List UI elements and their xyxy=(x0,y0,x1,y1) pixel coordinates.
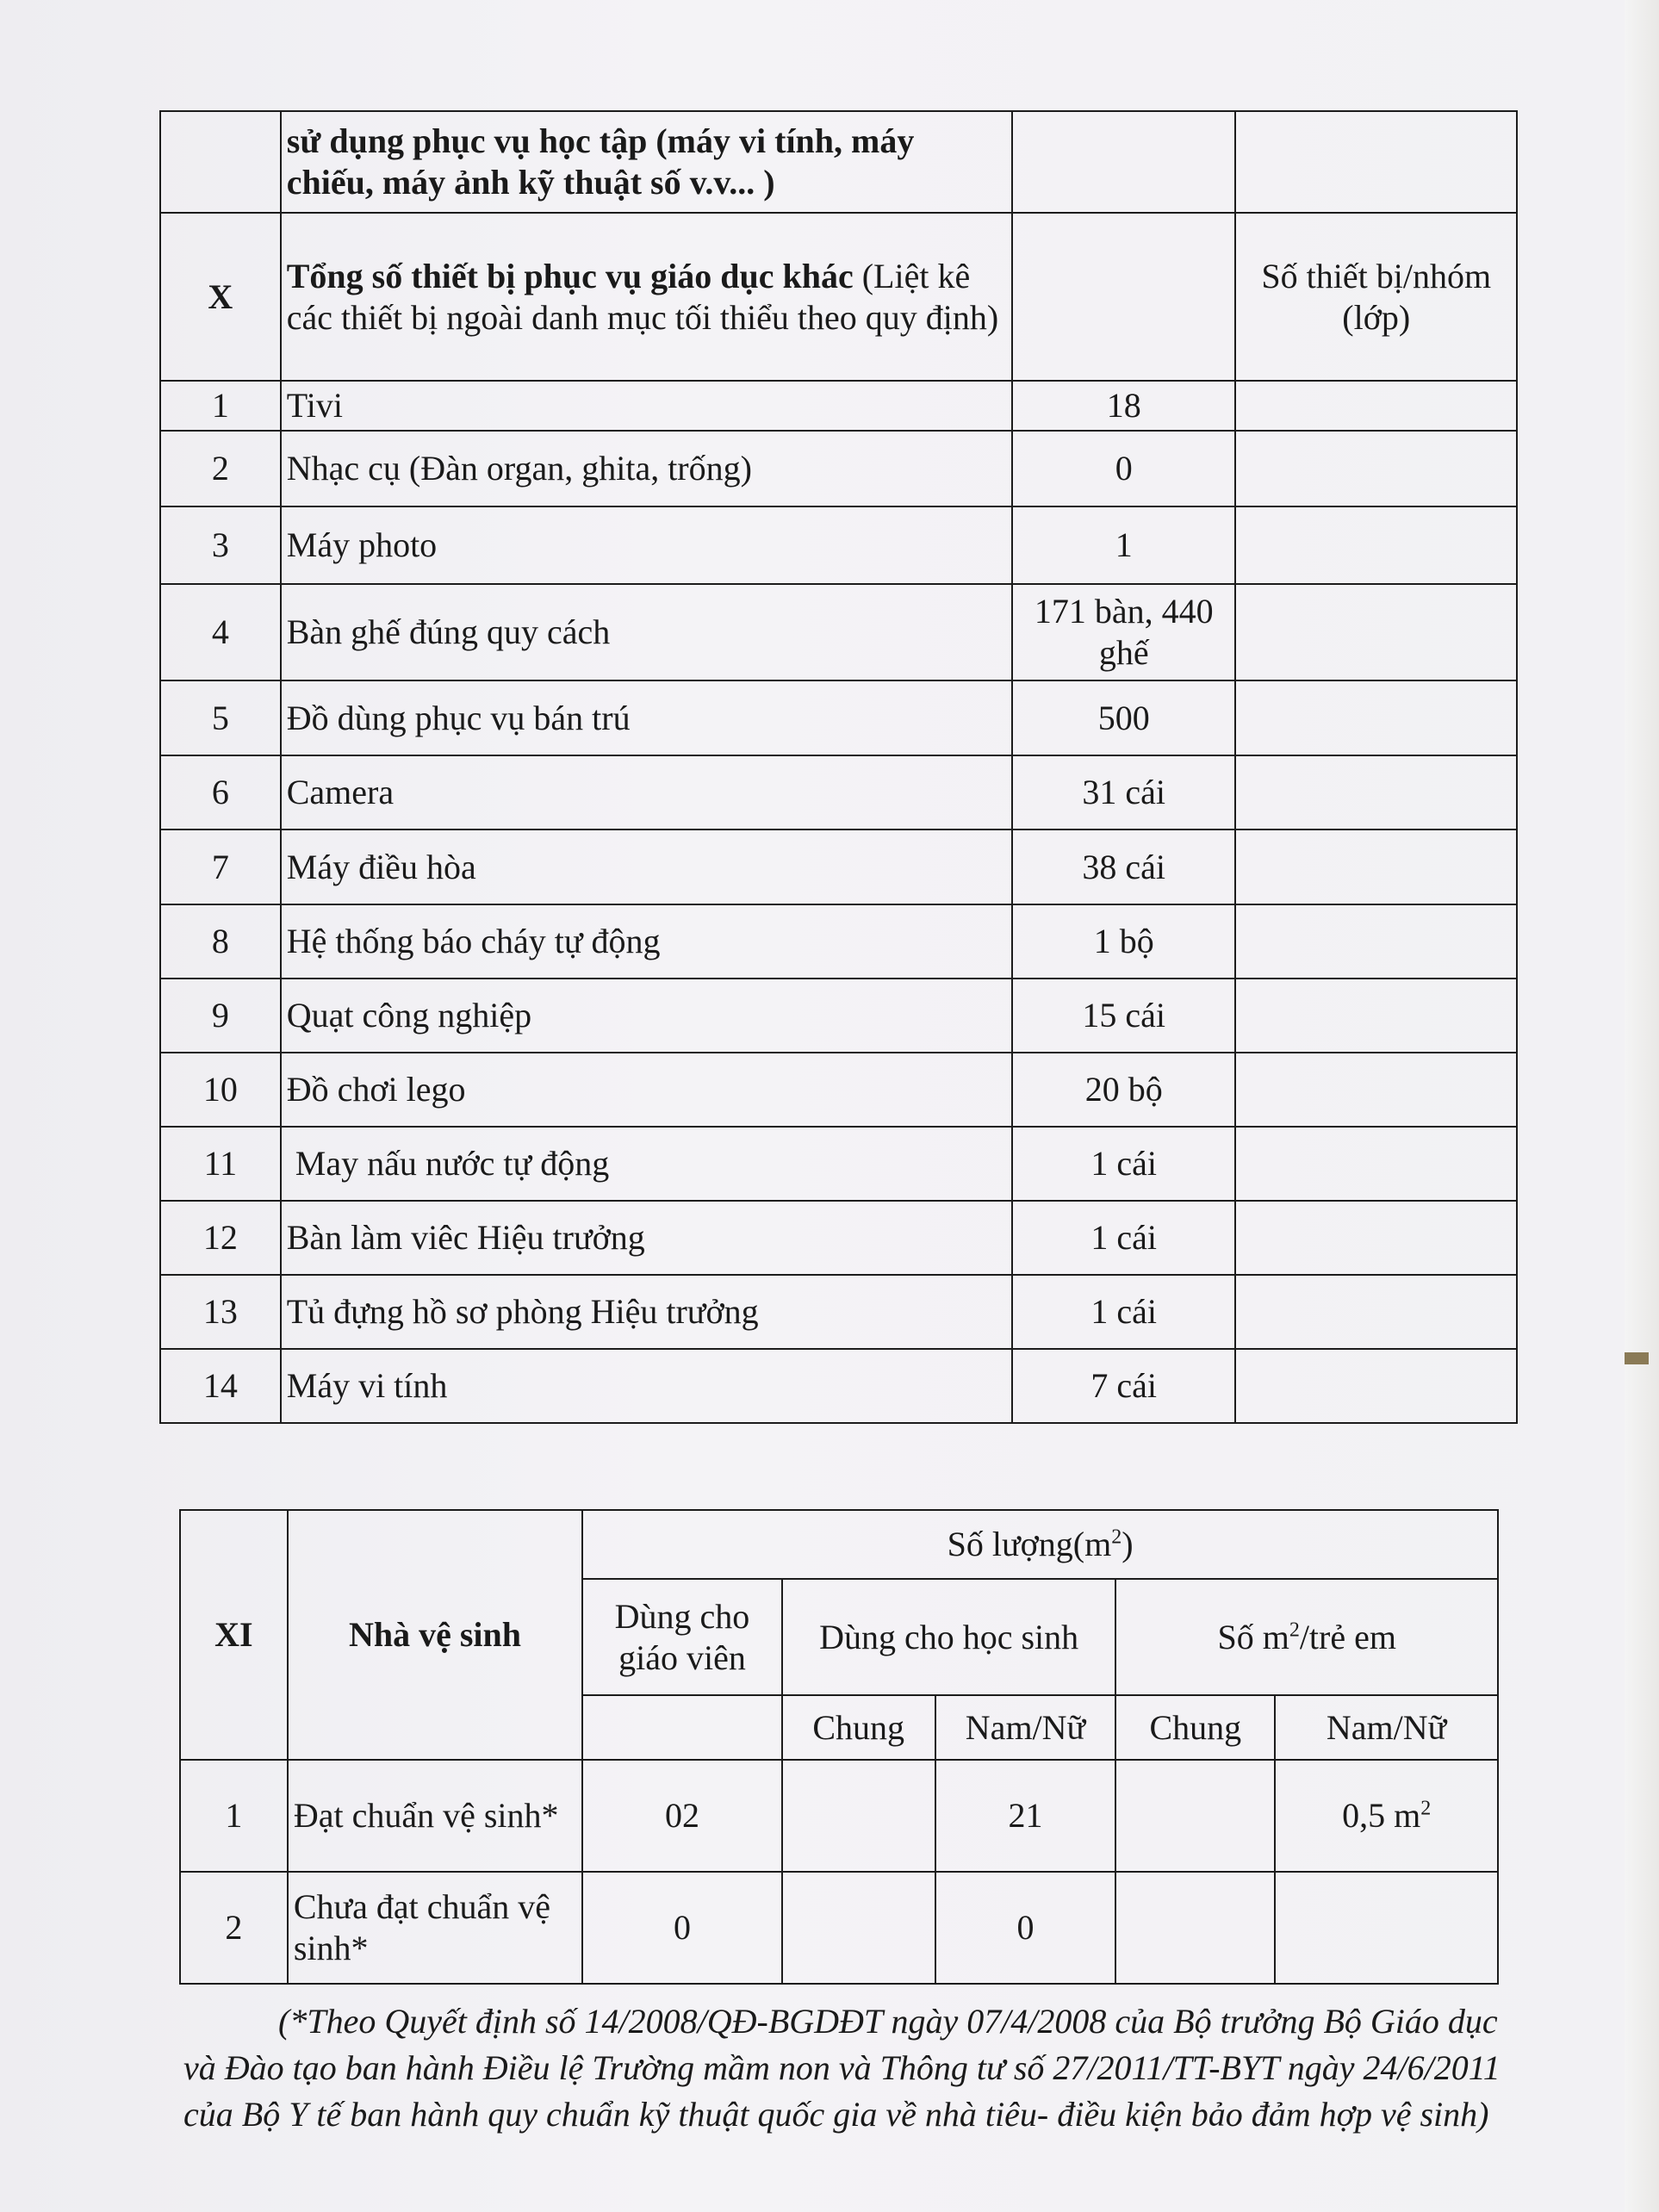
row-no: 13 xyxy=(160,1275,281,1349)
binder-clip-mark xyxy=(1625,1352,1649,1364)
equipment-rows xyxy=(160,381,1517,1423)
row-qty: 500 xyxy=(1012,680,1236,755)
row-no: 10 xyxy=(160,1053,281,1127)
table-row xyxy=(160,680,1517,755)
row-qty: 1 cái xyxy=(1012,1275,1236,1349)
row-name: Bàn làm viêc Hiệu trưởng xyxy=(281,1201,1012,1275)
row-unit xyxy=(1235,381,1517,431)
row-name: Đạt chuẩn vệ sinh* xyxy=(288,1760,582,1872)
section-title xyxy=(281,213,1012,381)
row-no: 3 xyxy=(160,506,281,584)
row-qty: 0 xyxy=(1012,431,1236,506)
row-no: 14 xyxy=(160,1349,281,1423)
row-no: 7 xyxy=(160,830,281,904)
row-no: 2 xyxy=(160,431,281,506)
continuation-unit-cell xyxy=(1235,111,1517,213)
table-row xyxy=(160,584,1517,680)
row-qty: 31 cái xyxy=(1012,755,1236,830)
row-name: Nhạc cụ (Đàn organ, ghita, trống) xyxy=(281,431,1012,506)
section-x-row xyxy=(160,213,1517,381)
row-student-chung xyxy=(782,1760,935,1872)
section-qty-cell xyxy=(1012,213,1236,381)
row-unit xyxy=(1235,1127,1517,1201)
section-title-rest: (Liệt kê các thiết bị ngoài danh mục tối thiểu theo quy định) xyxy=(286,256,999,337)
row-teacher: 02 xyxy=(582,1760,782,1872)
row-name: Bàn ghế đúng quy cách xyxy=(281,584,1012,680)
row-student-namnu: 21 xyxy=(935,1760,1116,1872)
per-namnu-header: Nam/Nữ xyxy=(1275,1695,1498,1760)
row-per-namnu xyxy=(1275,1872,1498,1984)
table-row xyxy=(160,979,1517,1053)
table-row xyxy=(160,1201,1517,1275)
row-unit xyxy=(1235,431,1517,506)
unit-header: Số thiết bị/nhóm (lớp) xyxy=(1235,213,1517,381)
table-row xyxy=(180,1760,1498,1872)
row-unit xyxy=(1235,506,1517,584)
row-unit xyxy=(1235,979,1517,1053)
row-student-chung xyxy=(782,1872,935,1984)
equipment-table xyxy=(159,110,1518,1424)
row-no: 6 xyxy=(160,755,281,830)
row-qty: 1 cái xyxy=(1012,1127,1236,1201)
row-unit xyxy=(1235,830,1517,904)
row-name: Quạt công nghiệp xyxy=(281,979,1012,1053)
toilet-header-row-1 xyxy=(180,1510,1498,1579)
table-row xyxy=(160,1053,1517,1127)
toilet-section-title: Nhà vệ sinh xyxy=(288,1510,582,1760)
table-row xyxy=(160,1127,1517,1201)
table-row xyxy=(160,506,1517,584)
section-code: X xyxy=(160,213,281,381)
row-name: Camera xyxy=(281,755,1012,830)
row-name: Tủ đựng hồ sơ phòng Hiệu trưởng xyxy=(281,1275,1012,1349)
row-name: Chưa đạt chuẩn vệ sinh* xyxy=(288,1872,582,1984)
row-student-namnu: 0 xyxy=(935,1872,1116,1984)
row-no: 1 xyxy=(180,1760,288,1872)
row-qty: 18 xyxy=(1012,381,1236,431)
row-unit xyxy=(1235,1053,1517,1127)
footnote: (*Theo Quyết định số 14/2008/QĐ-BGDĐT ngày 07/4/2008 của Bộ trưởng Bộ Giáo dục và Đào tạo ban hành Điều lệ Trường mầm non và Thông tư số 27/2011/TT-BYT ngày 24/6/2011 của Bộ Y tế ban hành quy chuẩn kỹ thuật quốc gia về nhà tiêu- điều kiện bảo đảm hợp vệ sinh) xyxy=(183,2002,1501,2134)
toilet-table xyxy=(179,1509,1499,1985)
row-unit xyxy=(1235,1275,1517,1349)
row-no: 11 xyxy=(160,1127,281,1201)
row-name: Đồ dùng phục vụ bán trú xyxy=(281,680,1012,755)
continuation-no-cell xyxy=(160,111,281,213)
table-row xyxy=(160,381,1517,431)
row-name: Tivi xyxy=(281,381,1012,431)
row-unit xyxy=(1235,904,1517,979)
table-row xyxy=(160,1275,1517,1349)
row-no: 5 xyxy=(160,680,281,755)
row-no: 8 xyxy=(160,904,281,979)
row-no: 1 xyxy=(160,381,281,431)
continuation-row xyxy=(160,111,1517,213)
student-header: Dùng cho học sinh xyxy=(782,1579,1116,1695)
per-chung-header: Chung xyxy=(1115,1695,1275,1760)
table-row xyxy=(180,1872,1498,1984)
table-row xyxy=(160,755,1517,830)
row-name: Máy photo xyxy=(281,506,1012,584)
page-edge xyxy=(1625,0,1659,2212)
per-child-header: Số $m^2$/trẻ em xyxy=(1115,1579,1498,1695)
continuation-text: sử dụng phục vụ học tập (máy vi tính, máy chiếu, máy ảnh kỹ thuật số v.v... ) xyxy=(281,111,1012,213)
row-qty: 15 cái xyxy=(1012,979,1236,1053)
row-no: 12 xyxy=(160,1201,281,1275)
teacher-sub-empty xyxy=(582,1695,782,1760)
row-qty: 171 bàn, 440 ghế xyxy=(1012,584,1236,680)
continuation-qty-cell xyxy=(1012,111,1236,213)
qty-header: Số $lượng(m^2)$ xyxy=(582,1510,1498,1579)
row-unit xyxy=(1235,1201,1517,1275)
table-row xyxy=(160,904,1517,979)
row-unit xyxy=(1235,680,1517,755)
student-chung-header: Chung xyxy=(782,1695,935,1760)
table-row xyxy=(160,830,1517,904)
row-teacher: 0 xyxy=(582,1872,782,1984)
row-unit xyxy=(1235,1349,1517,1423)
teacher-header: Dùng cho giáo viên xyxy=(582,1579,782,1695)
row-qty: 38 cái xyxy=(1012,830,1236,904)
toilet-section-code: XI xyxy=(180,1510,288,1760)
row-name: Hệ thống báo cháy tự động xyxy=(281,904,1012,979)
row-qty: 1 bộ xyxy=(1012,904,1236,979)
row-per-namnu: 0,5 $m^2$ xyxy=(1275,1760,1498,1872)
row-no: 9 xyxy=(160,979,281,1053)
row-name: Máy vi tính xyxy=(281,1349,1012,1423)
section-title-bold: Tổng số thiết bị phục vụ giáo dục khác xyxy=(286,256,854,295)
student-namnu-header: Nam/Nữ xyxy=(935,1695,1116,1760)
row-unit xyxy=(1235,584,1517,680)
row-no: 2 xyxy=(180,1872,288,1984)
row-name: May nấu nước tự động xyxy=(281,1127,1012,1201)
row-qty: 1 cái xyxy=(1012,1201,1236,1275)
row-unit xyxy=(1235,755,1517,830)
row-name: Đồ chơi lego xyxy=(281,1053,1012,1127)
row-qty: 20 bộ xyxy=(1012,1053,1236,1127)
row-qty: 7 cái xyxy=(1012,1349,1236,1423)
toilet-rows xyxy=(180,1760,1498,1984)
row-per-chung xyxy=(1115,1872,1275,1984)
row-per-chung xyxy=(1115,1760,1275,1872)
row-name: Máy điều hòa xyxy=(281,830,1012,904)
row-qty: 1 xyxy=(1012,506,1236,584)
table-row xyxy=(160,431,1517,506)
table-row xyxy=(160,1349,1517,1423)
row-no: 4 xyxy=(160,584,281,680)
